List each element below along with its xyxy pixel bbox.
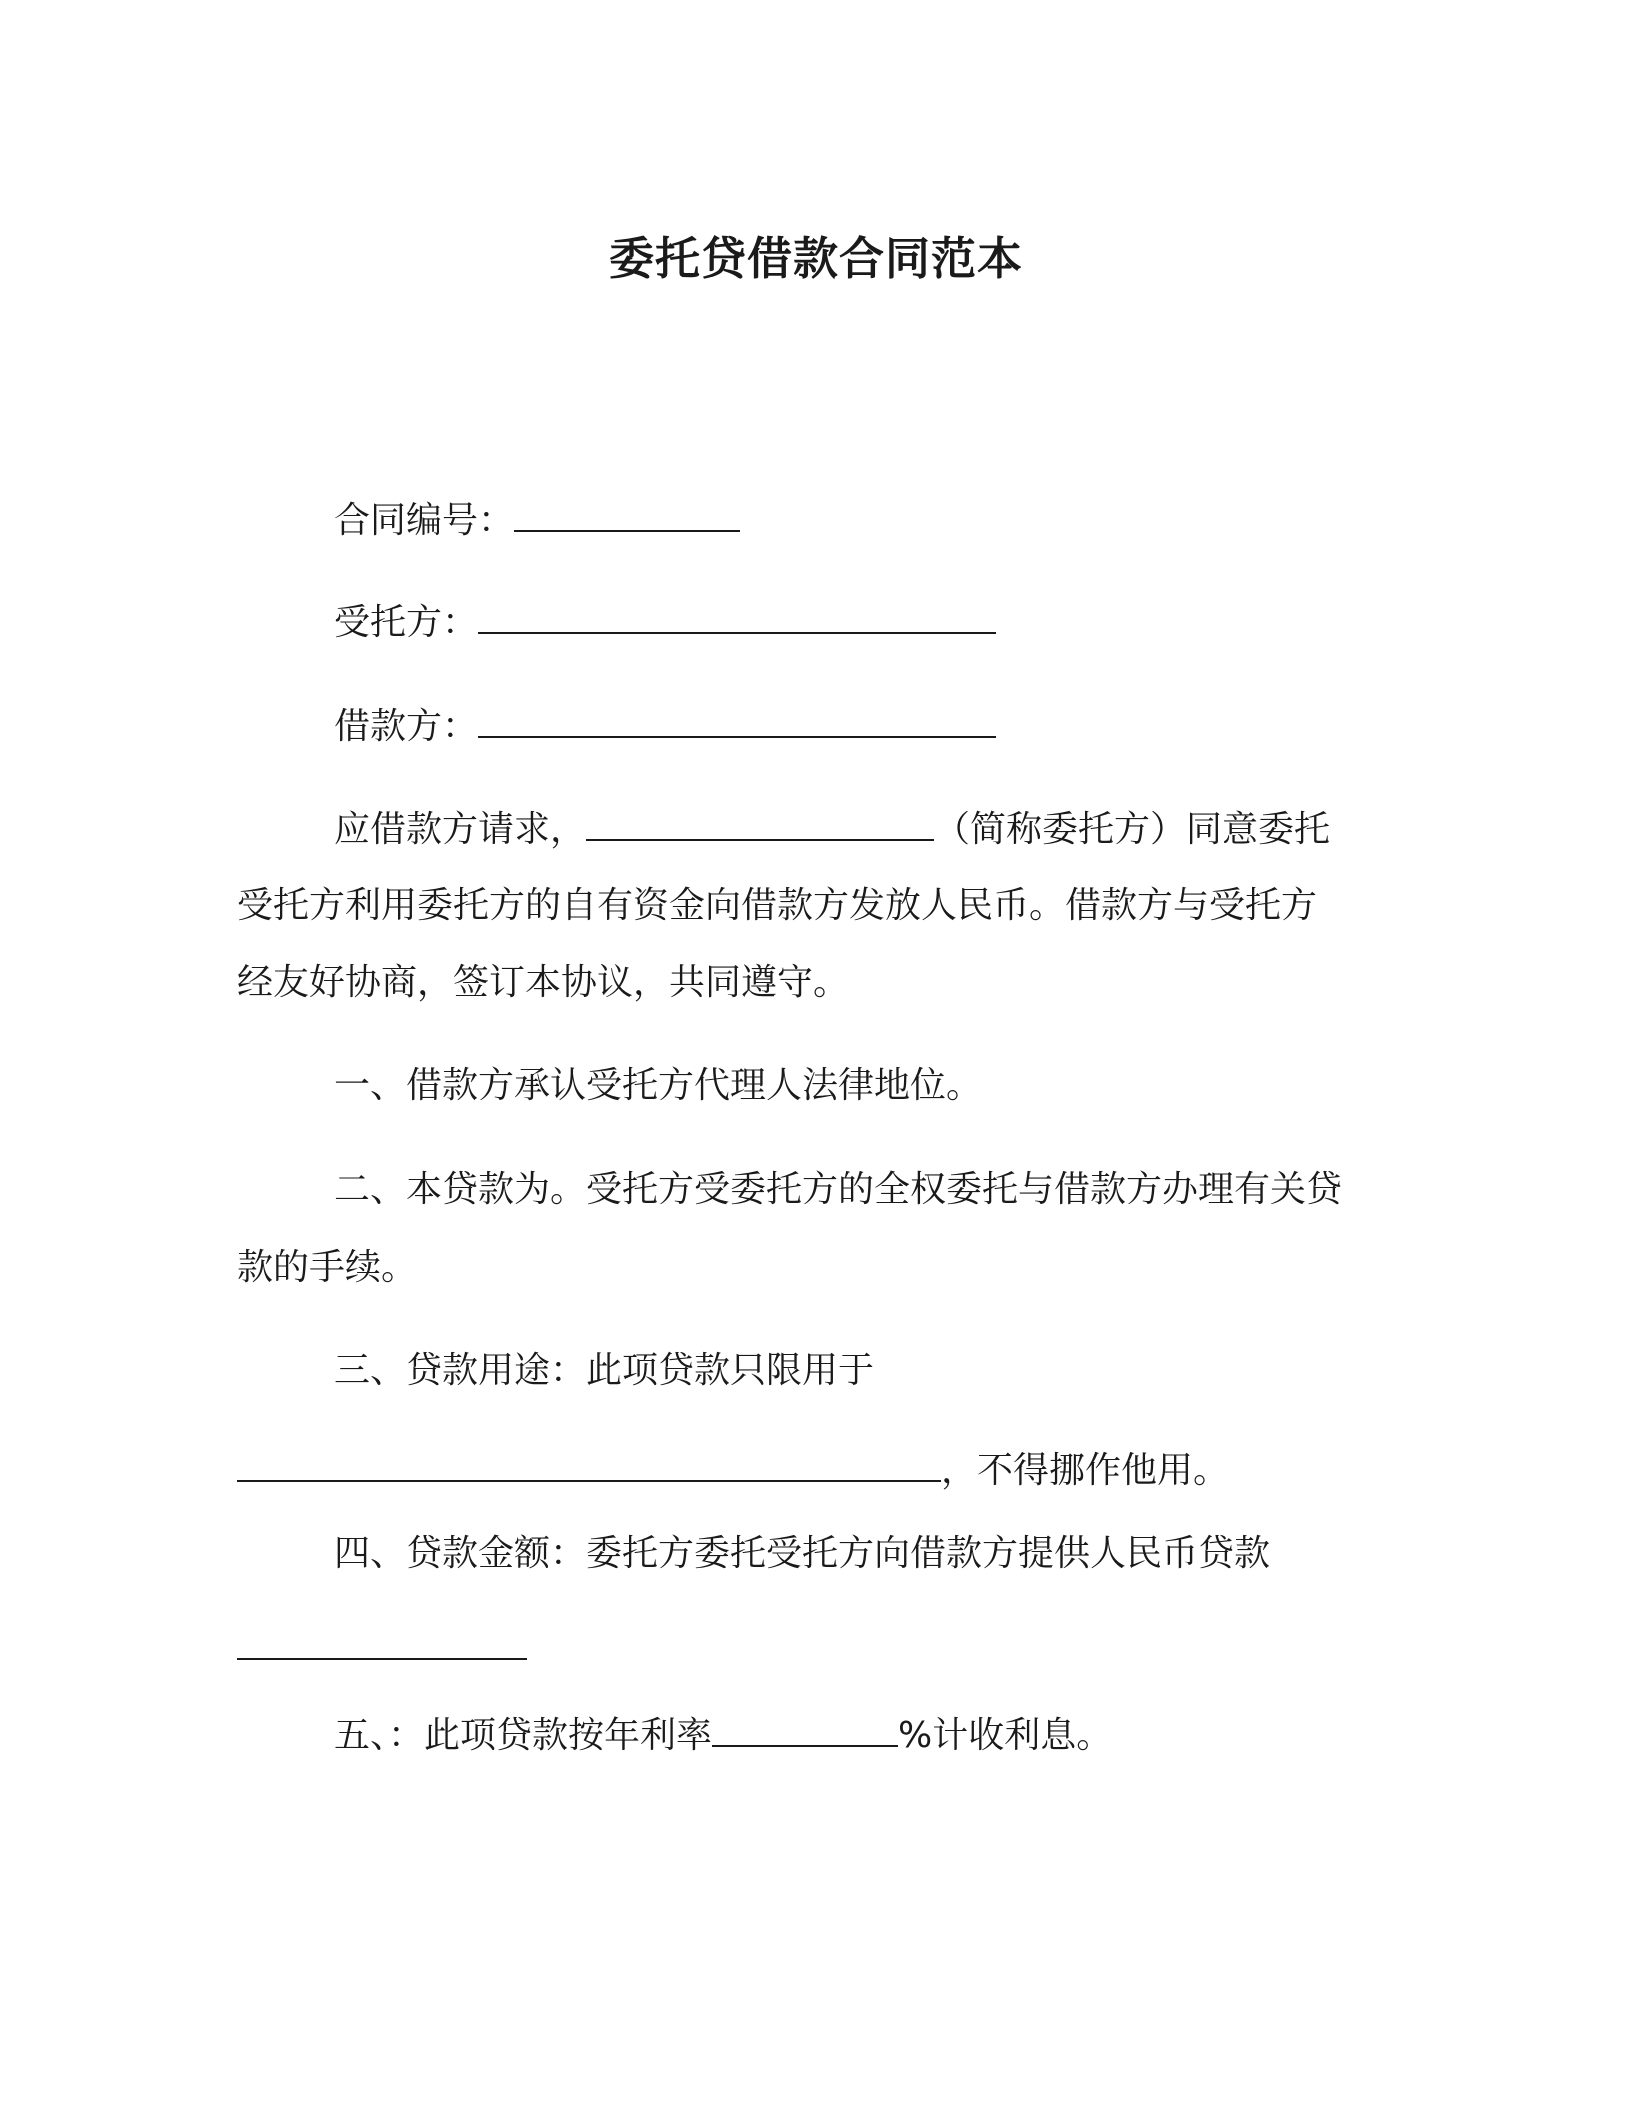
- contract-number-label: 合同编号：: [334, 500, 515, 541]
- document-title: 委托贷借款合同范本: [608, 232, 1023, 285]
- borrower-label: 借款方：: [334, 706, 479, 747]
- trustor-blank[interactable]: [586, 805, 934, 841]
- clause-3-suffix: ，不得挪作他用。: [941, 1450, 1230, 1491]
- borrower-blank[interactable]: [478, 702, 996, 738]
- clause-2-line-2: 款的手续。: [237, 1247, 418, 1288]
- clause-3-line-1: 三、贷款用途：此项贷款只限用于: [334, 1350, 875, 1391]
- intro-suffix: （简称委托方）同意委托: [934, 809, 1331, 850]
- borrower-line: [334, 702, 996, 751]
- trustee-label: 受托方：: [334, 602, 479, 643]
- loan-amount-blank[interactable]: [237, 1624, 527, 1660]
- clause-4-line-1: 四、贷款金额：委托方委托受托方向借款方提供人民币贷款: [334, 1533, 1271, 1574]
- trustee-blank[interactable]: [478, 598, 996, 634]
- clause-2-line-1: 二、本贷款为。受托方受委托方的全权委托与借款方办理有关贷: [334, 1169, 1343, 1210]
- contract-number-line: [334, 496, 740, 545]
- clause-1: 一、借款方承认受托方代理人法律地位。: [334, 1065, 983, 1106]
- intro-line-2: 受托方利用委托方的自有资金向借款方发放人民币。借款方与受托方: [237, 885, 1318, 926]
- intro-line-3: 经友好协商，签订本协议，共同遵守。: [237, 962, 850, 1003]
- clause-4-line-2: [237, 1624, 527, 1673]
- intro-prefix: 应借款方请求，: [334, 809, 587, 850]
- intro-line-1: [334, 805, 1330, 854]
- clause-5-suffix: %计收利息。: [898, 1715, 1113, 1756]
- clause-5: [334, 1711, 1112, 1760]
- interest-rate-blank[interactable]: [712, 1711, 898, 1747]
- clause-5-prefix: 五、：此项贷款按年利率: [334, 1715, 713, 1756]
- loan-purpose-blank[interactable]: [237, 1446, 941, 1482]
- clause-3-line-2: [237, 1446, 1229, 1495]
- contract-number-blank[interactable]: [514, 496, 740, 532]
- trustee-line: [334, 598, 996, 647]
